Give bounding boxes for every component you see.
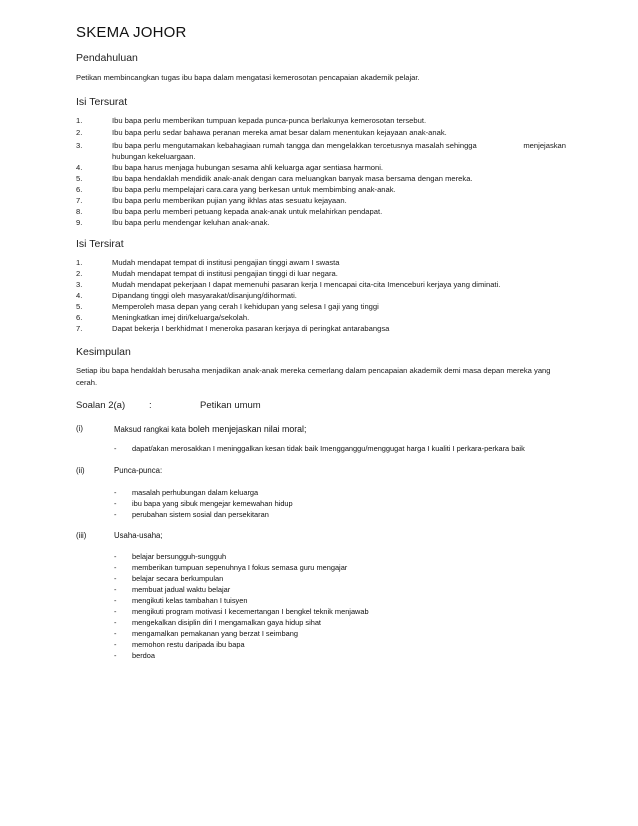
item-text: Dipandang tinggi oleh masyarakat/disanjung/dihormati. [112,291,297,300]
bullet-text: mengikuti kelas tambahan I tuisyen [132,596,248,605]
question-colon: : [149,400,152,411]
item-number: 1. [76,116,83,125]
item-number: 2. [76,269,83,278]
item-number: 4. [76,291,83,300]
bullet-text: mengamalkan pemakanan yang berzat I seimbang [132,629,298,638]
item-text-line2: hubungan kekeluargaan. [112,151,196,161]
part-ii-label: (ii) [76,466,85,475]
item-text: Mudah mendapat pekerjaan I dapat memenuhi pasaran kerja I mencapai cita-cita Imenceburi kerjaya yang diminati. [112,280,501,289]
item-text: Mudah mendapat tempat di institusi pengajian tinggi awam I swasta [112,258,340,267]
tersurat-item [76,141,566,163]
item-text: Ibu bapa perlu memberikan pujian yang ikhlas atas sesuatu kejayaan. [112,196,347,205]
item-number: 7. [76,324,83,333]
part-i-question [114,424,306,434]
item-number: 3. [76,280,83,289]
bullet-text: memberikan tumpuan sepenuhnya I fokus semasa guru mengajar [132,563,348,572]
item-number: 6. [76,313,83,322]
item-text: Dapat bekerja I berkhidmat I meneroka pasaran kerjaya di peringkat antarabangsa [112,324,390,333]
bullet-text: masalah perhubungan dalam keluarga [132,488,259,497]
item-text: Ibu bapa perlu memberi petuang kepada anak-anak untuk melahirkan pendapat. [112,207,383,216]
item-number: 9. [76,218,83,227]
item-text: Memperoleh masa depan yang cerah I kehidupan yang selesa I gaji yang tinggi [112,302,379,311]
item-number: 3. [76,141,83,150]
item-text: Ibu bapa perlu memberikan tumpuan kepada punca-punca berlakunya kemerosotan tersebut. [112,116,427,125]
item-number: 7. [76,196,83,205]
item-number: 5. [76,174,83,183]
kesimpulan-line2: cerah. [76,378,98,387]
part-i-label: (i) [76,424,83,433]
bullet-text: mengekalkan disiplin diri I mengamalkan gaya hidup sihat [132,618,321,627]
item-number: 5. [76,302,83,311]
item-text-tail: menjejaskan [523,141,566,150]
question-label: Soalan 2(a) [76,400,126,411]
bullet-text: memohon restu daripada ibu bapa [132,640,245,649]
bullet-text: ibu bapa yang sibuk mengejar kemewahan hidup [132,499,293,508]
bullet-text: membuat jadual waktu belajar [132,585,231,594]
item-text: Ibu bapa perlu sedar bahawa peranan mereka amat besar dalam menentukan kejayaan anak-anak. [112,128,447,137]
question-topic: Petikan umum [200,400,261,411]
part-ii-question: Punca-punca: [114,466,163,475]
bullet-text: berdoa [132,651,156,660]
item-text: Ibu bapa perlu mempelajari cara.cara yang berkesan untuk membimbing anak-anak. [112,185,396,194]
part-i-question-prefix: Maksud rangkai kata [114,425,186,434]
heading-isi-tersurat: Isi Tersurat [76,96,128,108]
bullet-text: mengikuti program motivasi I kecemertangan I bengkel teknik menjawab [132,607,369,616]
item-text: Ibu bapa perlu mendengar keluhan anak-anak. [112,218,270,227]
item-number: 1. [76,258,83,267]
item-number: 2. [76,128,83,137]
item-text: Meningkatkan imej diri/keluarga/sekolah. [112,313,250,322]
document-page: SKEMA JOHOR Pendahuluan Petikan membincangkan tugas ibu bapa dalam mengatasi kemerosotan pencapaian akademik pelajar. Isi Tersurat 1. Ibu bapa perlu memberikan tumpuan kepada punca-punca berlakunya kemerosotan tersebut. 2. Ibu bapa perlu sedar bahawa peranan mereka amat besar dalam menentukan kejayaan anak-anak. 3. Ibu bapa perlu mengutamakan kebahagiaan rumah tangga dan mengelakkan tercetusnya masalah sehingga menjejaskan hubungan kekeluargaan. 4. Ibu bapa harus menjaga hubungan sesama ahli keluarga agar sentiasa harmoni. 5. Ibu bapa hendaklah mendidik anak-anak dengan cara meluangkan banyak masa bersama dengan mereka. 6. Ibu bapa perlu mempelajari cara.cara yang berkesan untuk membimbing anak-anak. 7. Ibu bapa perlu memberikan pujian yang ikhlas atas sesuatu kejayaan. 8. Ibu bapa perlu memberi petuang kepada anak-anak untuk melahirkan pendapat. 9. Ibu bapa perlu mendengar keluhan anak-anak. Isi Tersirat 1. Mudah mendapat tempat di institusi pengajian tinggi awam I swasta 2. Mudah mendapat tempat di institusi pengajian tinggi di luar negara. 3. Mudah mendapat pekerjaan I dapat memenuhi pasaran kerja I mencapai cita-cita Imenceburi kerjaya yang diminati. 4. Dipandang tinggi oleh masyarakat/disanjung/dihormati. 5. Memperoleh masa depan yang cerah I kehidupan yang selesa I gaji yang tinggi 6. Meningkatkan imej diri/keluarga/sekolah. 7. Dapat bekerja I berkhidmat I meneroka pasaran kerjaya di peringkat antarabangsa Kesimpulan Setiap ibu bapa hendaklah berusaha menjadikan anak-anak mereka cemerlang dalam pencapaian akademik demi masa depan mereka yang cerah. Soalan 2(a) : Petikan umum (i) Maksud rangkai kata boleh menjejaskan nilai moral; - dapat/akan merosakkan I meninggalkan kesan tidak baik Imengganggu/menggugat harga I kualiti I perkara-perkara baik (ii) Punca-punca: - masalah perhubungan dalam keluarga - ibu bapa yang sibuk mengejar kemewahan hidup - perubahan sistem sosial dan persekitaran (iii) Usaha-usaha; - belajar bersungguh-sungguh - memberikan tumpuan sepenuhnya I fokus semasa guru mengajar - belajar secara berkumpulan - membuat jadual waktu belajar - mengikuti kelas tambahan I tuisyen - mengikuti program motivasi I kecemertangan I bengkel teknik menjawab - mengekalkan disiplin diri I mengamalkan gaya hidup sihat - mengamalkan pemakanan yang berzat I seimbang - memohon restu daripada ibu bapa - berdoa [76,24,566,660]
part-iii-label: (iii) [76,531,87,540]
item-text: Ibu bapa harus menjaga hubungan sesama ahli keluarga agar sentiasa harmoni. [112,163,384,172]
bullet-text: perubahan sistem sosial dan persekitaran [132,510,269,519]
kesimpulan-line1: Setiap ibu bapa hendaklah berusaha menjadikan anak-anak mereka cemerlang dalam pencapaian akademik demi masa depan mereka yang [76,366,551,375]
item-number: 6. [76,185,83,194]
part-iii-question: Usaha-usaha; [114,531,163,540]
bullet-text: belajar bersungguh-sungguh [132,552,227,561]
part-i-question-phrase: boleh menjejaskan nilai moral; [188,424,307,434]
heading-kesimpulan: Kesimpulan [76,346,131,358]
document-title: SKEMA JOHOR [76,24,187,41]
item-text-line1: Ibu bapa perlu mengutamakan kebahagiaan rumah tangga dan mengelakkan tercetusnya masalah sehingga [112,141,477,150]
bullet-text: belajar secara berkumpulan [132,574,224,583]
pendahuluan-text: Petikan membincangkan tugas ibu bapa dalam mengatasi kemerosotan pencapaian akademik pelajar. [76,73,420,82]
item-text: Ibu bapa hendaklah mendidik anak-anak dengan cara meluangkan banyak masa bersama dengan mereka. [112,174,473,183]
bullet-text: dapat/akan merosakkan I meninggalkan kesan tidak baik Imengganggu/menggugat harga I kualiti I perkara-perkara baik [132,444,525,453]
heading-pendahuluan: Pendahuluan [76,52,138,64]
heading-isi-tersirat: Isi Tersirat [76,238,124,250]
item-number: 8. [76,207,83,216]
item-text: Mudah mendapat tempat di institusi pengajian tinggi di luar negara. [112,269,338,278]
item-number: 4. [76,163,83,172]
